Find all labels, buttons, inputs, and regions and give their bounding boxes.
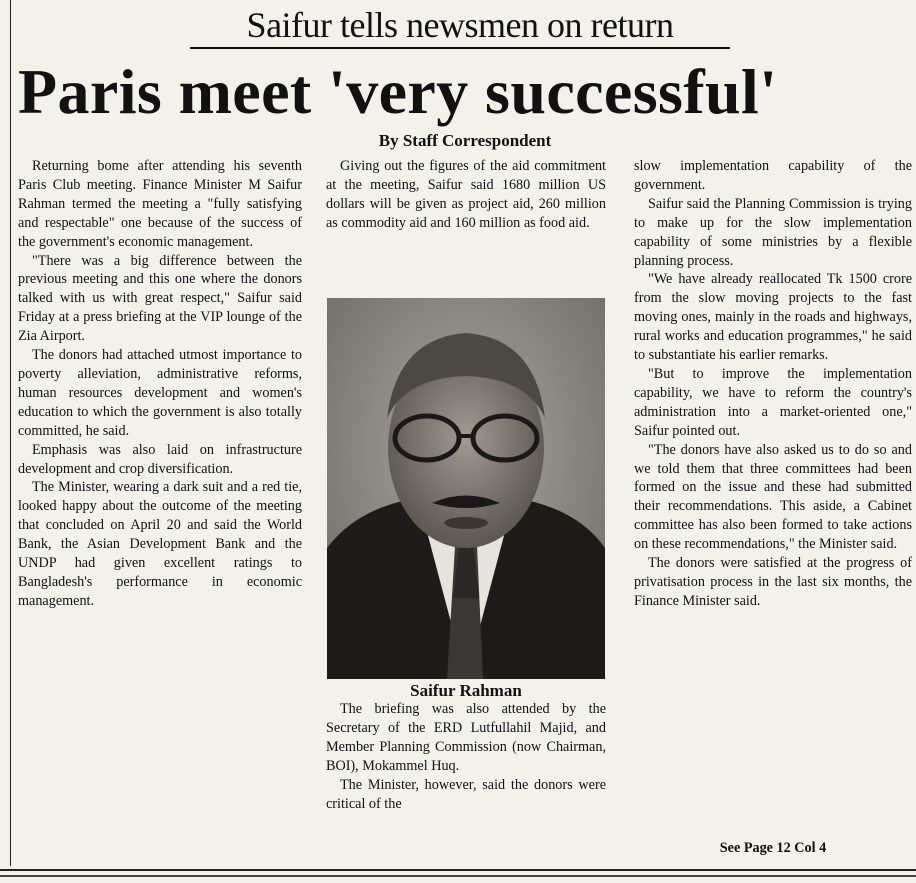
paragraph: Returning bome after attending his seventh Paris Club meeting. Finance Minister M Saifur Rahman termed the meeting a "fully satisfying and respectable" one because of the success of the government's economic management. (18, 158, 302, 250)
article-column-1 (18, 157, 302, 857)
paragraph: slow implementation capability of the government. (634, 158, 912, 193)
photo-caption: Saifur Rahman (410, 681, 522, 700)
portrait-illustration (327, 298, 605, 679)
article-column-2-bottom (326, 700, 606, 860)
paragraph: The Minister, wearing a dark suit and a red tie, looked happy about the outcome of the meeting that concluded on April 20 and said the World Bank, the Asian Development Bank and the UNDP had given excellent ratings to Bangladesh's performance in economic management. (18, 479, 302, 609)
paragraph: The donors were satisfied at the progress of privatisation process in the last six months, the Finance Minister said. (634, 555, 912, 609)
portrait-photo (327, 298, 605, 679)
paragraph: Giving out the figures of the aid commitment at the meeting, Saifur said 1680 million US dollars will be given as project aid, 260 million as commodity aid and 160 million as food aid. (326, 158, 606, 231)
paragraph: Emphasis was also laid on infrastructure development and crop diversification. (18, 441, 302, 477)
paragraph: The briefing was also attended by the Secretary of the ERD Lutfullahil Majid, and Member Planning Commission (now Chairman, BOI), Mokammel Huq. (326, 701, 606, 774)
byline: By Staff Correspondent (378, 131, 552, 150)
bottom-rule (0, 866, 916, 883)
paragraph: Saifur said the Planning Commission is trying to make up for the slow implementation capability of some ministries by a flexible planning process. (634, 195, 912, 269)
paragraph: The donors had attached utmost importance to poverty alleviation, administrative reforms, human resources development and women's education to which the government is also totally committed, he said. (18, 347, 302, 439)
continuation-line[interactable]: See Page 12 Col 4 (719, 840, 827, 856)
column-rule (10, 0, 11, 868)
paragraph: "But to improve the implementation capability, we have to reform the country's administration into a market-oriented one," Saifur pointed out. (634, 365, 912, 439)
paragraph: The Minister, however, said the donors were critical of the (326, 776, 606, 812)
kicker-headline: Saifur tells newsmen on return (246, 5, 674, 45)
kicker-underline (190, 47, 730, 49)
paragraph: "We have already reallocated Tk 1500 crore from the slow moving projects to the fast moving ones, mainly in the roads and highways, rural works and education programmes," he said to substantiate his earlier remarks. (634, 271, 912, 364)
main-headline: Paris meet 'very successful' (18, 56, 778, 127)
paragraph: "The donors have also asked us to do so and we told them that three committees had been formed on the issue and these had submitted their recommendations. This aside, a Cabinet committee has also been formed to take actions on these recommendations," the Minister said. (634, 441, 912, 553)
article-column-2-top (326, 157, 606, 297)
paragraph: "There was a big difference between the previous meeting and this one where the donors talked with us with great respect," Saifur said Friday at a press briefing at the VIP lounge of the Zia Airport. (18, 252, 302, 345)
article-column-3 (634, 157, 912, 857)
